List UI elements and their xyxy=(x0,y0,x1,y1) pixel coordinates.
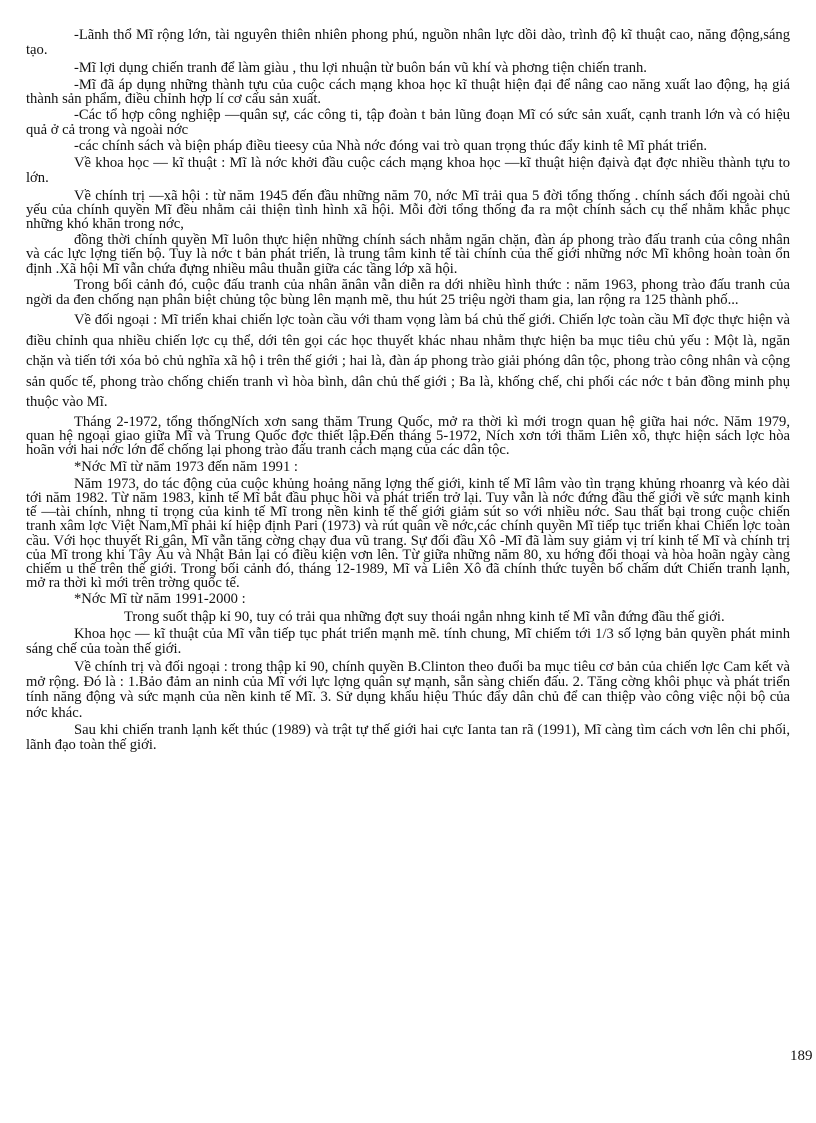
paragraph: Khoa học — kĩ thuật của Mĩ vẫn tiếp tục phát triển mạnh mẽ. tính chung, Mĩ chiếm tới 1/3 số lợng bản quyền phát minh sáng chế của toàn thế giới. xyxy=(26,626,790,658)
paragraph: Về chính trị và đối ngoại : trong thập kỉ 90, chính quyền B.Clinton theo đuổi ba mục tiêu cơ bản của chiến lợc Cam kết và mở rộng. Đó là : 1.Bảo đảm an ninh của Mĩ với lực lợng quân sự mạnh, sẵn sàng chiến đấu. 2. Tăng cờng khôi phục và phát triển tính năng động và sức mạnh của nền kinh tế Mĩ. 3. Sử dụng khẩu hiệu Thúc đẩy dân chủ để can thiệp vào công việc nội bộ của nớc khác. xyxy=(26,658,790,721)
paragraph: Về đối ngoại : Mĩ triển khai chiến lợc toàn cầu với tham vọng làm bá chủ thế giới. Chiến lợc toàn cầu Mĩ đợc thực hiện và điều chỉnh qua nhiều chiến lợc cụ thể, dới tên gọi các học thuyết khác nhau nhằm thực hiện ba mục tiêu chủ yếu : Một là, ngăn chặn và tiến tới xóa bỏ chủ nghĩa xã hộ i trên thế giới ; hai là, đàn áp phong trào giải phóng dân tộc, phong trào công nhân và cộng sản quốc tế, phong trào chống chiến tranh vì hòa bình, dân chủ thế giới ; Ba là, khống chế, chi phối các nớc t bản đồng minh phụ thuộc vào Mĩ. xyxy=(26,312,790,411)
paragraph: -Các tổ hợp công nghiệp —quân sự, các công ti, tập đoàn t bản lũng đoạn Mĩ có sức sản xuất, cạnh tranh lớn và có hiệu quả ở cả trong và ngoài nớc xyxy=(26,107,790,138)
paragraph: Sau khi chiến tranh lạnh kết thúc (1989) và trật tự thế giới hai cực Ianta tan rã (1991), Mĩ càng tìm cách vơn lên chi phối, lãnh đạo toàn thế giới. xyxy=(26,721,790,754)
page-number: 189 xyxy=(790,1048,813,1064)
paragraph: -Mĩ lợi dụng chiến tranh để làm giàu , thu lợi nhuận từ buôn bán vũ khí và phơng tiện chiến tranh. xyxy=(74,59,647,76)
paragraph: Tháng 2-1972, tổng thốngNích xơn sang thăm Trung Quốc, mở ra thời kì mới trogn quan hệ giữa hai nớc. Năm 1979, quan hệ ngoại giao giữa Mĩ và Trung Quốc đợc thiết lập.Đến tháng 5-1972, Ních xơn tới thăm Liên xô, thực hiện sách lợc hòa hoãn với hai nớc lớn để chống lại phong trào đấu tranh cách mạng của các dân tộc. xyxy=(26,413,790,459)
paragraph: Về khoa học — kĩ thuật : Mĩ là nớc khởi đầu cuộc cách mạng khoa học —kĩ thuật hiện đạivà đạt đợc nhiều thành tựu to lớn. xyxy=(26,155,790,187)
body-text xyxy=(26,28,790,755)
section-heading: *Nớc Mĩ từ năm 1973 đến năm 1991 : xyxy=(74,458,298,475)
paragraph: -Lãnh thổ Mĩ rộng lớn, tài nguyên thiên nhiên phong phú, nguồn nhân lực dồi dào, trình độ kĩ thuật cao, năng động,sáng tạo. xyxy=(26,27,790,59)
paragraph: Trong suốt thập kỉ 90, tuy có trải qua những đợt suy thoái ngắn nhng kinh tế Mĩ vẫn đứng đầu thế giới. xyxy=(124,608,725,625)
paragraph: Về chính trị —xã hội : từ năm 1945 đến đầu những năm 70, nớc Mĩ trải qua 5 đời tổng thống . chính sách đối ngoài chủ yếu của chính quyền Mĩ đều nhằm cải thiện tình hình xã hội. Mỗi đời tổng thống đa ra một chính sách cụ thể nhằm khắc phục những khó khăn trong nớc, xyxy=(26,187,790,232)
paragraph: -Mĩ đã áp dụng những thành tựu của cuộc cách mạng khoa học kĩ thuật hiện đại để nâng cao năng xuất lao động, hạ giá thành sản phẩm, điều chỉnh hợp lí cơ cấu sản xuất. xyxy=(26,76,790,108)
paragraph: Năm 1973, do tác động của cuộc khủng hoảng năng lợng thế giới, kinh tế Mĩ lâm vào tìn trạng khủng rhoanrg và kéo dài tới năm 1982. Từ năm 1983, kinh tế Mĩ bắt đầu phục hồi và phát triển trở lại. Tuy vẫn là nớc đứng đầu thế giới về sức mạnh kinh tế —tài chính, nhng tỉ trọng của kinh tế Mĩ trong nền kinh tế thế giới giảm sút so với nhiều nớc. Sau thất bại trong cuộc chiến tranh xâm lợc Việt Nam,Mĩ phải kí hiệp định Pari (1973) và rút quân về nớc,các chính quyền Mĩ tiếp tục triển khai Chiến lợc toàn cầu. Với học thuyết Ri gân, Mĩ vẫn tăng cờng chạy đua vũ trang. Sự đối đầu Xô -Mĩ đã làm suy giảm vị trí kinh tế Mĩ và chính trị của Mĩ trong khi Tây Âu và Nhật Bản lại có điều kiện vơn lên. Từ giữa những năm 80, xu hớng đối thoại và hòa hoãn ngày càng chiếm u thế trên thế giới. Trong bối cảnh đó, tháng 12-1989, Mĩ và Liên Xô đã chính thức tuyên bố chấm dứt Chiến tranh lạnh, mở ra thời kì mới trên trờng quốc tế. xyxy=(26,475,790,592)
paragraph: -các chính sách và biện pháp điều tieesy của Nhà nớc đóng vai trò quan trọng thúc đẩy kinh tê Mĩ phát triển. xyxy=(74,137,708,154)
paragraph: Trong bối cảnh đó, cuộc đấu tranh của nhân ănân vẫn diễn ra dới nhiều hình thức : năm 1963, phong trào đấu tranh của ngời da đen chống nạn phân biệt chủng tộc bùng lên mạnh mẽ, thu hút 25 triệu ngời tham gia, lan rộng ra 125 thành phố... xyxy=(26,276,790,309)
section-heading: *Nớc Mĩ từ năm 1991-2000 : xyxy=(74,591,246,608)
paragraph: đồng thời chính quyền Mĩ luôn thực hiện những chính sách nhằm ngăn chặn, đàn áp phong trào đấu tranh của công nhân và các lực lợng tiến bộ. Tuy là nớc t bản phát triển, là trung tâm kinh tế tài chính của thế giới những nớc Mĩ không hoàn toàn ổn định .Xã hội Mĩ vẫn chứa đựng nhiều mâu thuẫn giữa các tầng lớp xã hội. xyxy=(26,232,790,277)
